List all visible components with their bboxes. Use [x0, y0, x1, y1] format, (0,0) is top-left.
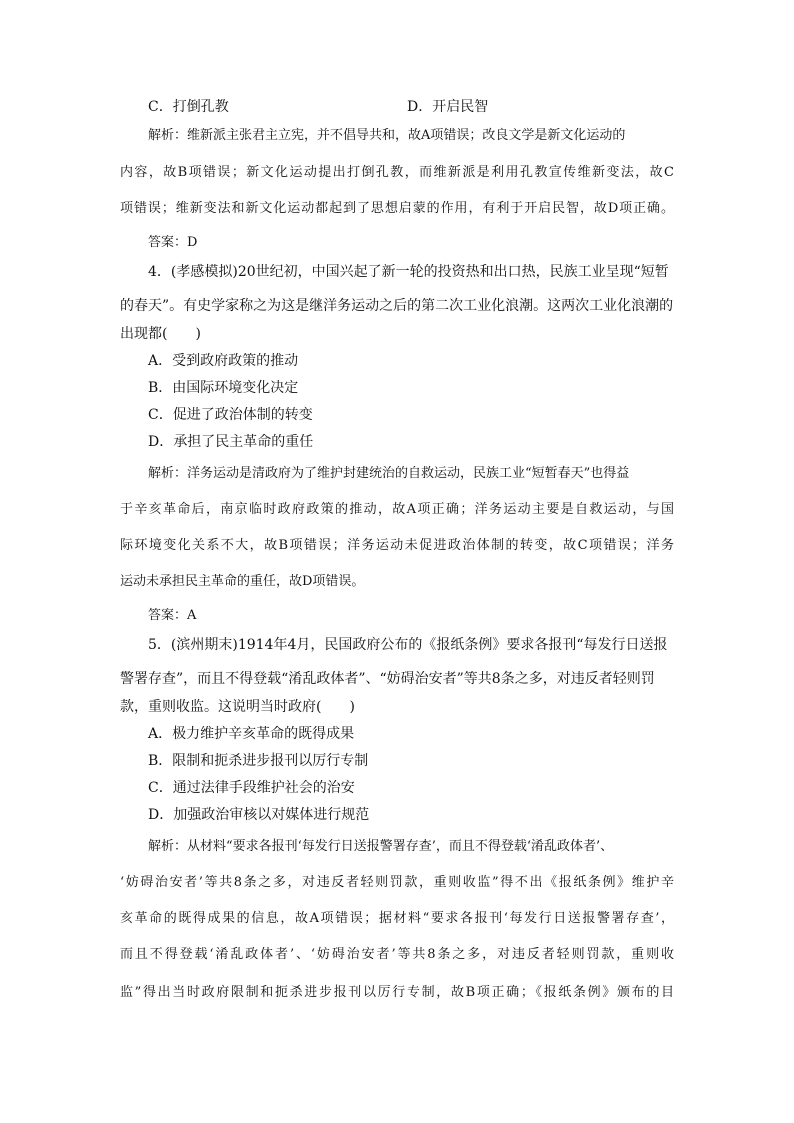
q3-analysis-line: 项错误；维新变法和新文化运动都起到了思想启蒙的作用，有利于开启民智，故D项正确。	[120, 201, 674, 216]
q5-analysis-line: 而且不得登载‘淆乱政体者’、‘妨碍治安者’等共8条之多，对违反者轻则罚款，重则收	[120, 947, 674, 962]
q4-analysis-line: 解析：洋务运动是清政府为了维护封建统治的自救运动，民族工业“短暂春天”也得益	[148, 466, 630, 481]
q4-stem-line: 4．(孝感模拟)20世纪初，中国兴起了新一轮的投资热和出口热，民族工业呈现“短暂	[148, 264, 669, 280]
q5-analysis-line: 解析：从材料“要求各报刊‘每发行日送报警署存查’，而且不得登载‘淆乱政体者’、	[148, 839, 614, 854]
q4-analysis-line: 于辛亥革命后，南京临时政府政策的推动，故A项正确；洋务运动主要是自救运动，与国	[120, 502, 674, 517]
q4-answer: 答案：A	[148, 608, 197, 623]
q4-option-b: B．由国际环境变化决定	[148, 380, 299, 396]
q5-option-a: A．极力维护辛亥革命的既得成果	[148, 726, 355, 742]
q4-analysis-line: 运动未承担民主革命的重任，故D项错误。	[120, 574, 365, 589]
q5-option-b: B．限制和扼杀进步报刊以厉行专制	[148, 753, 369, 769]
q5-stem-line: 款，重则收监。这说明当时政府( )	[120, 699, 355, 715]
q5-stem-line: 5．(滨州期末)1914年4月，民国政府公布的《报纸条例》要求各报刊“每发行日送报	[148, 637, 668, 653]
q4-option-a: A．受到政府政策的推动	[148, 353, 299, 369]
q5-stem-line: 警署存查”，而且不得登载“淆乱政体者”、“妨碍治安者”等共8条之多，对违反者轻则罚	[120, 671, 655, 687]
q5-analysis-line: 监”得出当时政府限制和扼杀进步报刊以厉行专制，故B项正确；《报纸条例》颁布的目	[120, 985, 674, 1000]
option-d: D．开启民智	[407, 99, 489, 115]
q4-option-d: D．承担了民主革命的重任	[148, 434, 314, 450]
q4-option-c: C．促进了政治体制的转变	[148, 407, 313, 423]
q5-option-c: C．通过法律手段维护社会的治安	[148, 780, 355, 796]
q4-analysis-line: 际环境变化关系不大，故B项错误；洋务运动未促进政治体制的转变，故C项错误；洋务	[120, 538, 674, 553]
q4-stem-line: 的春天”。有史学家称之为这是继洋务运动之后的第二次工业化浪潮。这两次工业化浪潮的	[120, 298, 674, 314]
q3-answer: 答案：D	[148, 235, 198, 250]
q5-analysis-line: ‘妨碍治安者’等共8条之多，对违反者轻则罚款，重则收监”得不出《报纸条例》维护辛	[120, 875, 674, 890]
q5-option-d: D．加强政治审核以对媒体进行规范	[148, 807, 370, 823]
q3-analysis-line: 内容，故B项错误；新文化运动提出打倒孔教，而维新派是利用孔教宣传维新变法，故C	[120, 165, 674, 180]
q5-analysis-line: 亥革命的既得成果的信息，故A项错误；据材料“要求各报刊‘每发行日送报警署存查’，	[120, 911, 674, 926]
option-c: C．打倒孔教	[148, 99, 229, 115]
q4-stem-line: 出现都( )	[120, 326, 201, 342]
q3-analysis-line: 解析：维新派主张君主立宪，并不倡导共和，故A项错误；改良文学是新文化运动的	[148, 128, 626, 143]
